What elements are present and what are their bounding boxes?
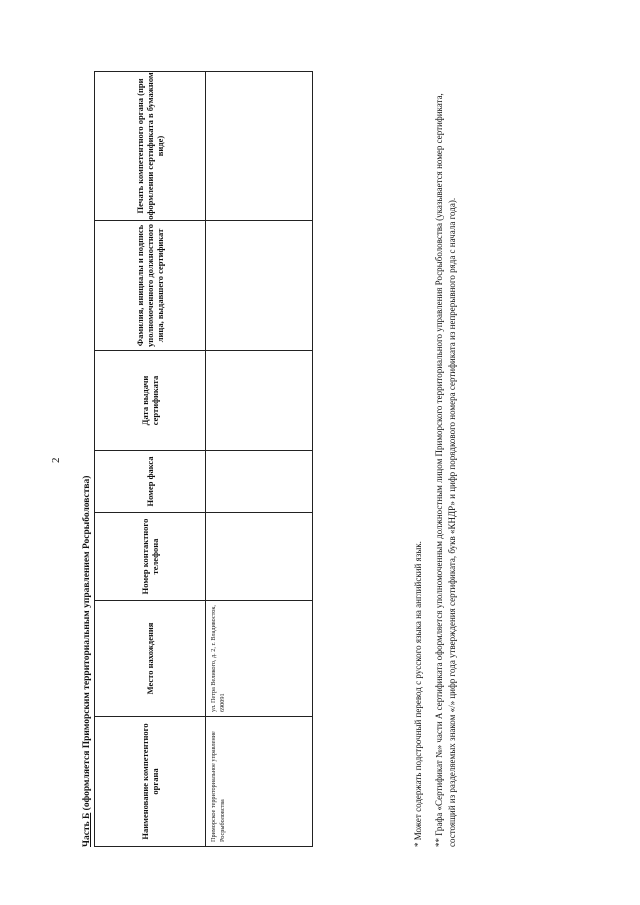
header-authority-name: Наименование компетентного органа [95, 717, 206, 847]
heading-note: (оформляется Приморским территориальным управлением Росрыболовства) [82, 475, 92, 811]
header-issue-date: Дата выдачи сертификата [95, 351, 206, 451]
header-seal: Печать компетентного органа (при оформлении сертификата в бумажном виде) [95, 72, 206, 221]
certificate-part-b-table [94, 71, 313, 847]
cell-seal [206, 72, 313, 221]
table-row [206, 72, 313, 847]
section-heading [82, 476, 92, 847]
footnotes [412, 52, 466, 847]
cell-location: ул. Петра Великого, д. 2, г. Владивосток, 690091 [206, 601, 313, 717]
heading-part: Часть Б [82, 812, 92, 847]
cell-authority-name: Приморское территориальное управление Росрыболовства [206, 717, 313, 847]
footnote-translation: * Может содержать подстрочный перевод с русского языка на английский язык. [413, 541, 423, 847]
cell-official-signature [206, 221, 313, 351]
header-phone: Номер контактного телефона [95, 513, 206, 601]
table-header-row [95, 72, 206, 847]
header-location: Место нахождения [95, 601, 206, 717]
header-official-signature: Фамилия, инициалы и подпись уполномоченного должностного лица, выдавшего сертификат [95, 221, 206, 351]
header-fax: Номер факса [95, 451, 206, 513]
cell-phone [206, 513, 313, 601]
footnote-certificate-number: ** Графа «Сертификат №» части А сертификата оформляется уполномоченным должностным лицом Приморского территориального управления Росрыболовства (указывается номер сертификата, состоящий из разделяемых знаком «/» цифр года утверждения сертификата, букв «КНДР» и цифр порядкового номера сертификата из непрерывного ряда с начала года). [433, 93, 457, 847]
cell-issue-date [206, 351, 313, 451]
page-number: 2 [50, 457, 62, 463]
cell-fax [206, 451, 313, 513]
